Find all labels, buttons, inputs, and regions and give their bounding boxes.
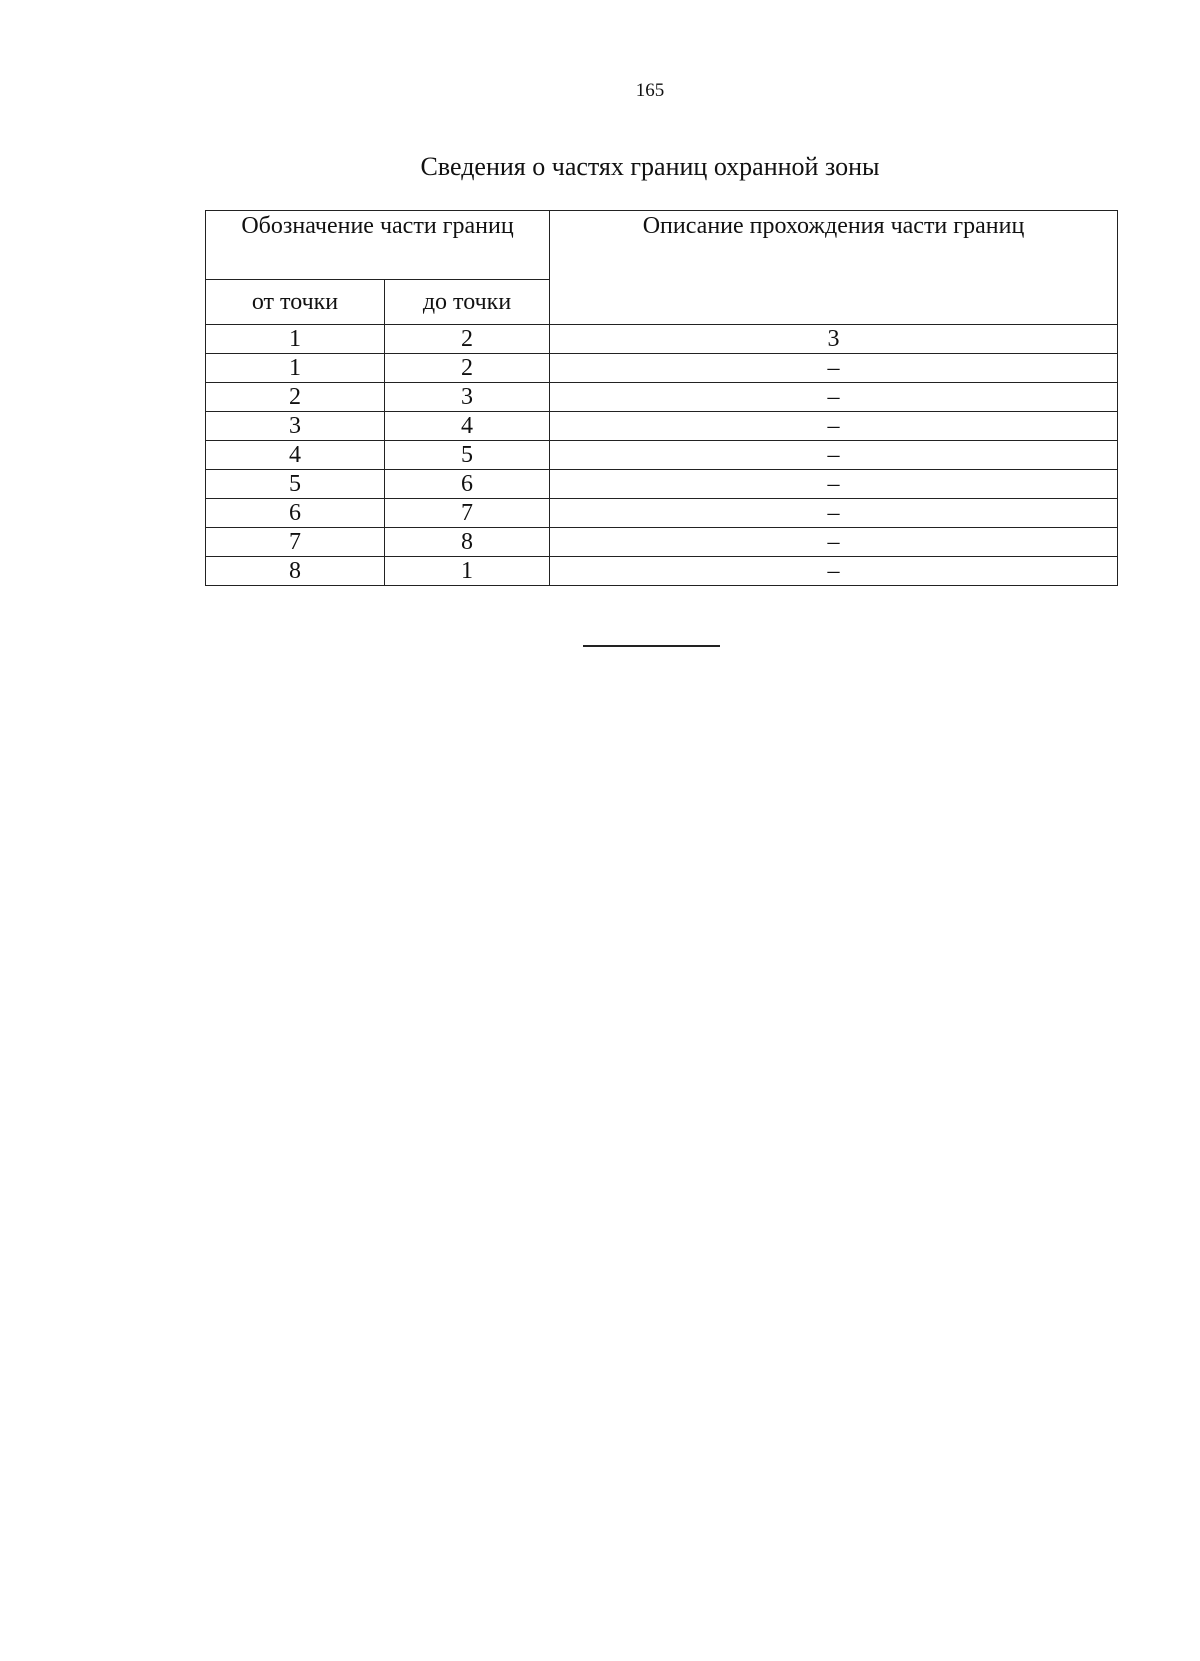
header-from-point: от точки [206, 280, 385, 325]
end-of-document-divider [583, 645, 720, 647]
to-point-cell: 3 [385, 383, 550, 412]
table-row [206, 557, 1118, 586]
description-cell: – [550, 412, 1118, 441]
to-point-cell: 8 [385, 528, 550, 557]
column-number-cell: 1 [206, 325, 385, 354]
description-cell: – [550, 557, 1118, 586]
header-to-point: до точки [385, 280, 550, 325]
description-cell: – [550, 499, 1118, 528]
from-point-cell: 4 [206, 441, 385, 470]
from-point-cell: 3 [206, 412, 385, 441]
to-point-cell: 4 [385, 412, 550, 441]
document-title: Сведения о частях границ охранной зоны [420, 152, 880, 181]
to-point-cell: 5 [385, 441, 550, 470]
description-cell: – [550, 354, 1118, 383]
table-row [206, 441, 1118, 470]
description-cell: – [550, 528, 1118, 557]
column-number-cell: 3 [550, 325, 1118, 354]
table-row [206, 470, 1118, 499]
to-point-cell: 6 [385, 470, 550, 499]
description-cell: – [550, 441, 1118, 470]
from-point-cell: 6 [206, 499, 385, 528]
description-cell: – [550, 383, 1118, 412]
to-point-cell: 2 [385, 354, 550, 383]
table-row [206, 499, 1118, 528]
from-point-cell: 7 [206, 528, 385, 557]
to-point-cell: 7 [385, 499, 550, 528]
table-row [206, 354, 1118, 383]
from-point-cell: 5 [206, 470, 385, 499]
table-row [206, 383, 1118, 412]
to-point-cell: 1 [385, 557, 550, 586]
description-cell: – [550, 470, 1118, 499]
from-point-cell: 2 [206, 383, 385, 412]
boundary-parts-table [205, 210, 1118, 586]
page-number: 165 [635, 80, 665, 101]
header-designation: Обозначение части границ [206, 211, 550, 280]
table-row [206, 528, 1118, 557]
table-row [206, 412, 1118, 441]
from-point-cell: 8 [206, 557, 385, 586]
from-point-cell: 1 [206, 354, 385, 383]
header-description: Описание прохождения части границ [550, 211, 1118, 325]
column-number-row [206, 325, 1118, 354]
column-number-cell: 2 [385, 325, 550, 354]
